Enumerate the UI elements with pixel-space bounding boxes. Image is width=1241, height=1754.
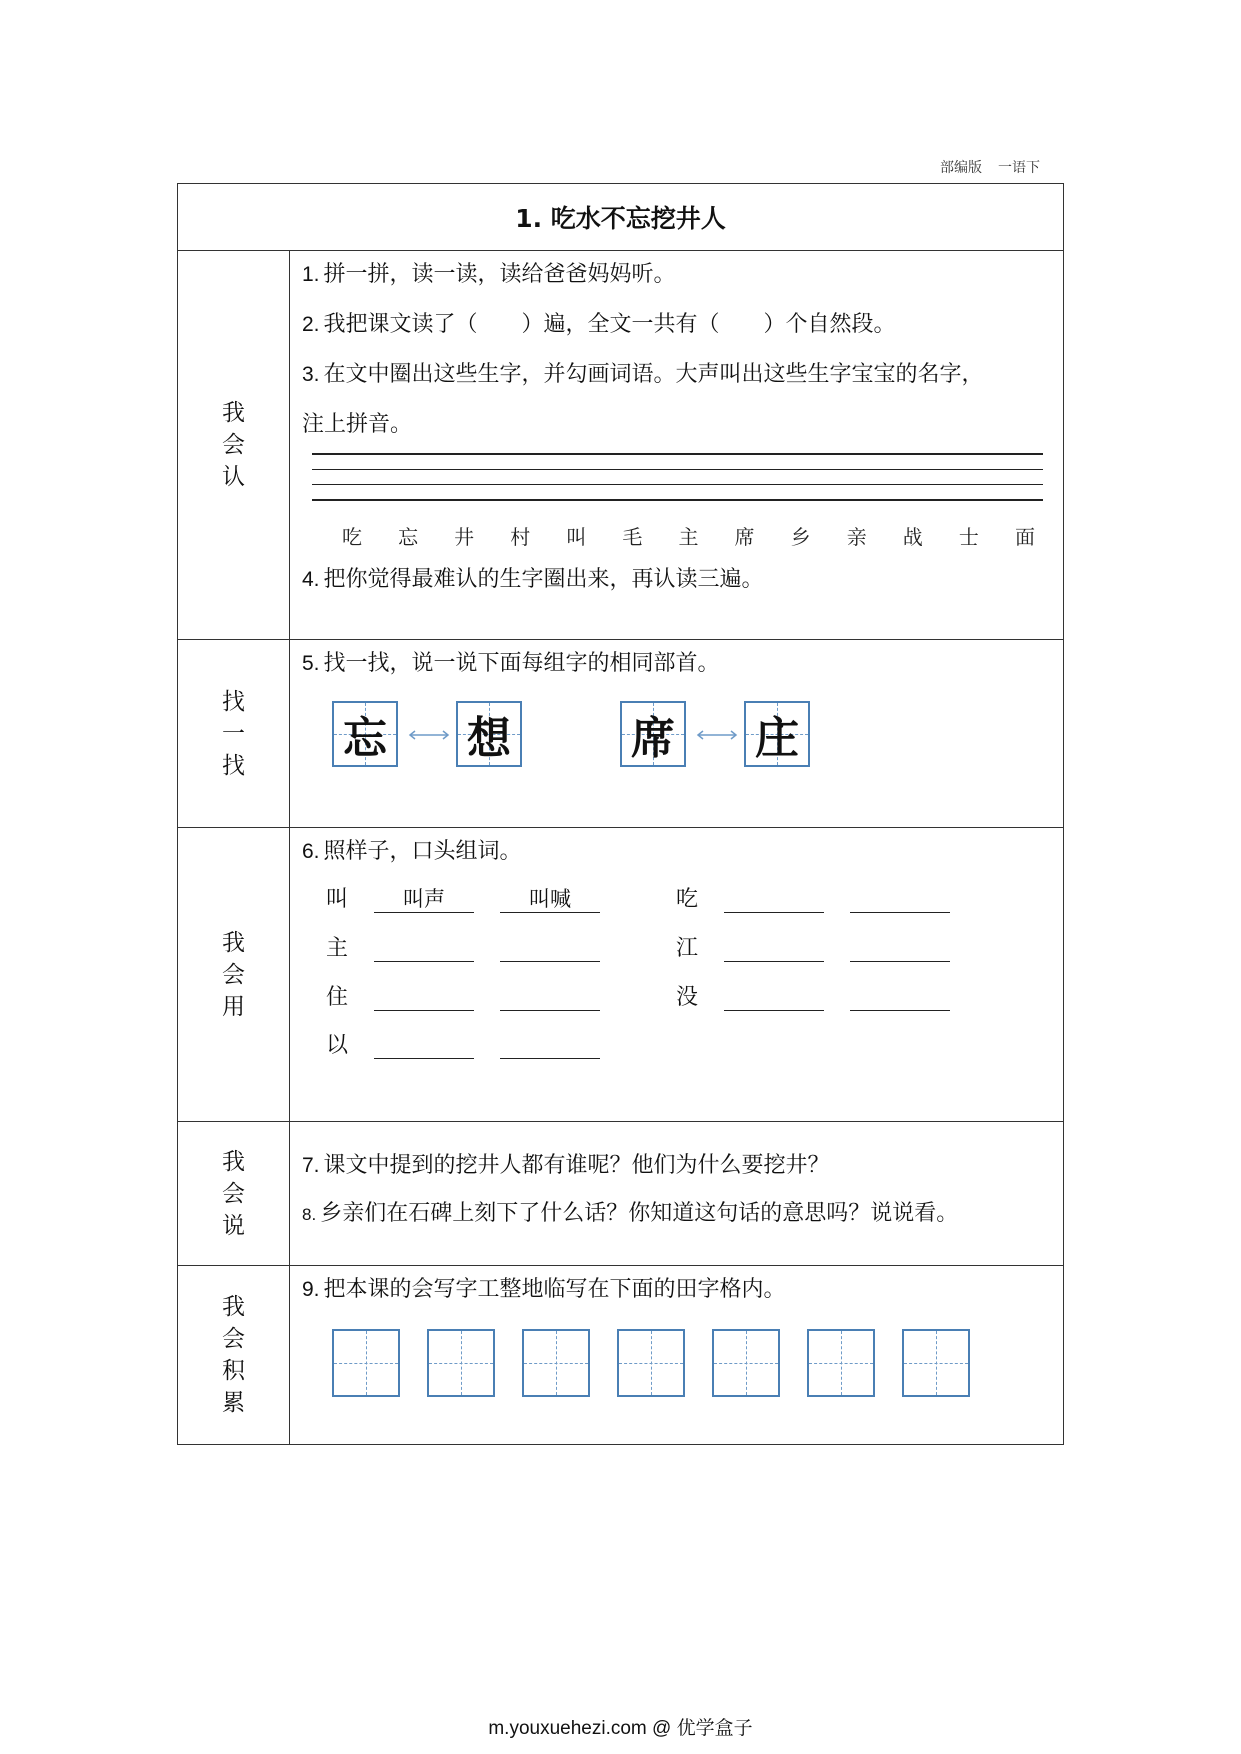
section-content-find xyxy=(290,640,1063,827)
word-row: 以 xyxy=(326,1028,626,1059)
character-list xyxy=(342,521,1035,550)
section-content-accumulate xyxy=(290,1266,1063,1444)
section-read xyxy=(178,251,1063,640)
tian-grid-char: 席 xyxy=(620,701,686,767)
section-use xyxy=(178,828,1063,1122)
question-8: 8. 乡亲们在石碑上刻下了什么话？你知道这句话的意思吗？说说看。 xyxy=(302,1201,959,1226)
word-row: 叫 叫声 叫喊 xyxy=(326,882,626,913)
section-content-speak xyxy=(290,1122,1063,1265)
tian-grid-char: 忘 xyxy=(332,701,398,767)
word-blank[interactable]: 叫声 xyxy=(374,886,474,913)
word-blank[interactable] xyxy=(374,1032,474,1059)
list-item: 乡 xyxy=(790,525,811,549)
label-char: 会 xyxy=(222,1180,245,1207)
question-6: 6. 照样子，口头组词。 xyxy=(302,839,522,864)
label-char: 会 xyxy=(222,961,245,988)
footer xyxy=(0,1713,1241,1740)
word-blank[interactable] xyxy=(500,935,600,962)
word-row: 主 xyxy=(326,931,626,962)
list-item: 忘 xyxy=(398,525,419,549)
word-row: 没 xyxy=(676,980,976,1011)
question-2: 2. 我把课文读了（ ）遍，全文一共有（ ）个自然段。 xyxy=(302,312,896,337)
word-blank[interactable] xyxy=(374,935,474,962)
writing-grid-cell[interactable] xyxy=(712,1329,780,1397)
pinyin-lines xyxy=(312,453,1043,501)
word-blank[interactable] xyxy=(374,984,474,1011)
writing-grid-cell[interactable] xyxy=(332,1329,400,1397)
edition-label xyxy=(940,157,1056,177)
tian-grid-char: 想 xyxy=(456,701,522,767)
list-item: 亲 xyxy=(846,525,867,549)
question-5: 5. 找一找，说一说下面每组字的相同部首。 xyxy=(302,651,720,676)
section-find xyxy=(178,640,1063,828)
label-char: 会 xyxy=(222,432,245,458)
section-label-speak xyxy=(178,1122,290,1265)
list-item: 毛 xyxy=(622,525,643,549)
label-char: 积 xyxy=(222,1358,245,1384)
word-blank[interactable] xyxy=(850,886,950,913)
list-item: 井 xyxy=(454,525,475,549)
label-char: 说 xyxy=(222,1212,245,1239)
list-item: 战 xyxy=(902,525,923,549)
lesson-title: 1. 吃水不忘挖井人 xyxy=(178,184,1063,251)
question-3: 3. 在文中圈出这些生字，并勾画词语。大声叫出这些生字宝宝的名字， xyxy=(302,362,984,387)
writing-grid-cell[interactable] xyxy=(902,1329,970,1397)
list-item: 吃 xyxy=(342,525,362,549)
section-accumulate xyxy=(178,1266,1063,1444)
word-blank[interactable] xyxy=(724,886,824,913)
word-blank[interactable] xyxy=(724,935,824,962)
writing-grid-cell[interactable] xyxy=(807,1329,875,1397)
list-item: 叫 xyxy=(566,525,587,549)
label-char: 我 xyxy=(222,400,245,426)
label-char: 会 xyxy=(222,1326,245,1352)
word-blank[interactable] xyxy=(724,984,824,1011)
question-4: 4. 把你觉得最难认的生字圈出来，再认读三遍。 xyxy=(302,567,764,592)
writing-grid-cell[interactable] xyxy=(617,1329,685,1397)
writing-grid-cell[interactable] xyxy=(522,1329,590,1397)
label-char: 累 xyxy=(222,1390,245,1416)
label-char: 找 xyxy=(222,752,245,779)
question-9: 9. 把本课的会写字工整地临写在下面的田字格内。 xyxy=(302,1277,786,1302)
word-row: 住 xyxy=(326,980,626,1011)
list-item: 面 xyxy=(1014,525,1035,549)
list-item: 席 xyxy=(734,525,755,549)
question-1: 1. 拼一拼，读一读，读给爸爸妈妈听。 xyxy=(302,262,676,287)
section-label-accumulate xyxy=(178,1266,290,1444)
word-blank[interactable] xyxy=(850,984,950,1011)
section-label-use xyxy=(178,828,290,1121)
label-char: 我 xyxy=(222,1148,245,1175)
label-char: 一 xyxy=(222,720,245,747)
word-blank[interactable] xyxy=(500,984,600,1011)
question-7: 7. 课文中提到的挖井人都有谁呢？他们为什么要挖井？ xyxy=(302,1153,830,1178)
grade-name: 一语下 xyxy=(998,160,1040,176)
word-blank[interactable]: 叫喊 xyxy=(500,886,600,913)
label-char: 我 xyxy=(222,929,245,956)
label-char: 用 xyxy=(222,993,245,1020)
section-label-find xyxy=(178,640,290,827)
word-blank[interactable] xyxy=(500,1032,600,1059)
label-char: 认 xyxy=(222,464,245,490)
writing-grid-cell[interactable] xyxy=(427,1329,495,1397)
word-blank[interactable] xyxy=(850,935,950,962)
section-speak xyxy=(178,1122,1063,1266)
word-row: 江 xyxy=(676,931,976,962)
double-arrow-icon xyxy=(408,730,450,740)
worksheet-table xyxy=(177,183,1064,1445)
section-content-use xyxy=(290,828,1063,1121)
footer-site: m.youxuehezi.com xyxy=(488,1718,647,1739)
list-item: 村 xyxy=(510,525,531,549)
list-item: 主 xyxy=(678,525,699,549)
double-arrow-icon xyxy=(696,730,738,740)
section-content-read xyxy=(290,251,1063,639)
question-3-continued: 注上拼音。 xyxy=(302,412,413,437)
word-row: 吃 xyxy=(676,882,976,913)
footer-brand: 优学盒子 xyxy=(676,1718,753,1739)
footer-at: @ xyxy=(652,1718,672,1739)
edition-name: 部编版 xyxy=(940,160,982,176)
label-char: 找 xyxy=(222,688,245,715)
label-char: 我 xyxy=(222,1294,245,1320)
list-item: 士 xyxy=(958,525,979,549)
section-label-read xyxy=(178,251,290,639)
tian-grid-char: 庄 xyxy=(744,701,810,767)
